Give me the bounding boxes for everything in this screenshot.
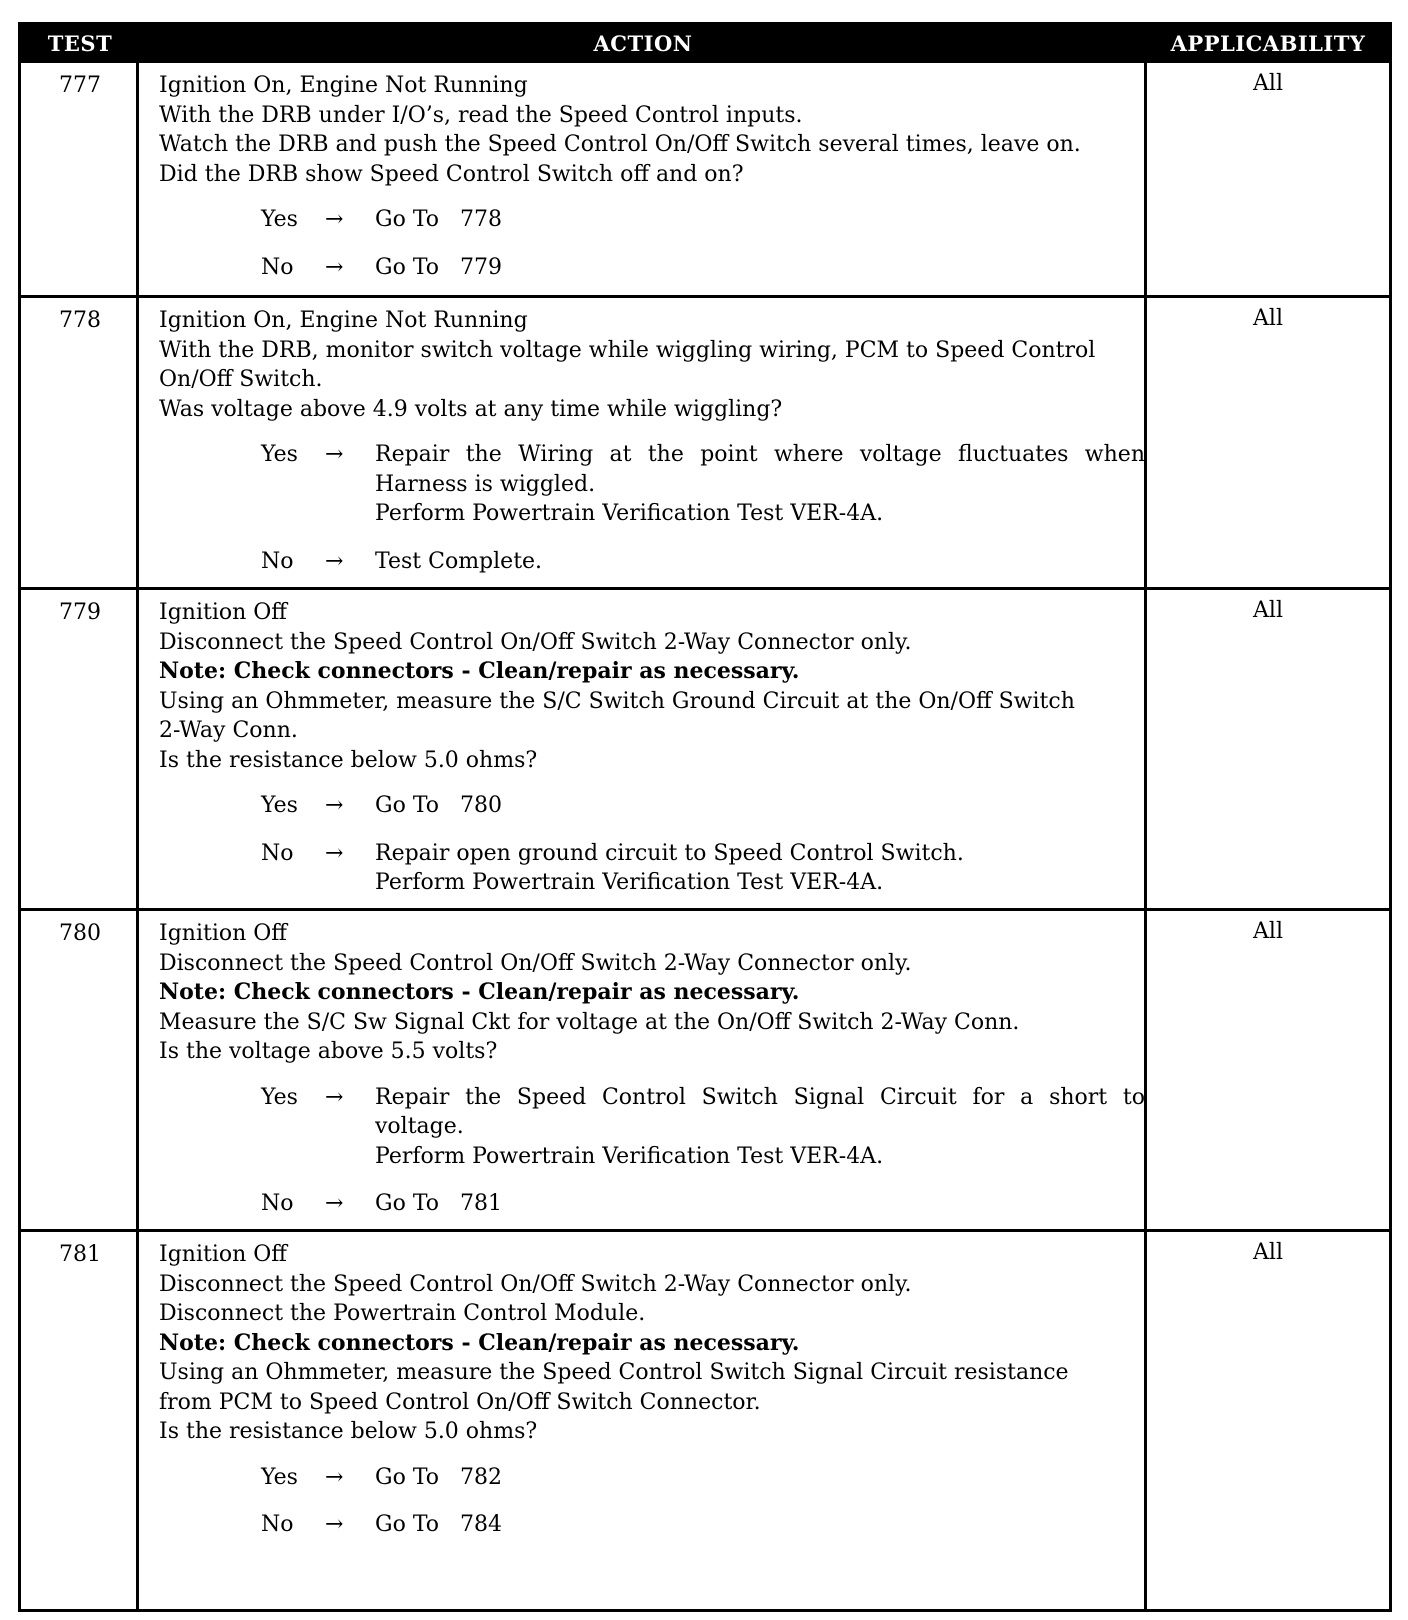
- arrow-icon: →: [325, 1084, 344, 1110]
- yes-branch: [159, 1463, 1145, 1493]
- action-line: Is the resistance below 5.0 ohms?: [159, 747, 538, 773]
- arrow-icon: →: [325, 840, 344, 866]
- action-line: Did the DRB show Speed Control Switch off and on?: [159, 161, 744, 187]
- arrow-icon: →: [325, 442, 344, 467]
- action-line: Ignition Off: [159, 921, 287, 946]
- action-line: With the DRB under I/O’s, read the Speed Control inputs.: [159, 102, 803, 128]
- applicability-value: All: [1253, 919, 1283, 944]
- table-header: [21, 25, 1389, 63]
- branch-result: Test Complete.: [375, 548, 543, 574]
- test-number: 778: [59, 308, 101, 333]
- diagnostic-test-table: [18, 22, 1392, 1612]
- action-line: Watch the DRB and push the Speed Control On/Off Switch several times, leave on.: [159, 132, 1081, 157]
- header-applicability: APPLICABILITY: [1170, 31, 1366, 56]
- no-branch: [159, 1189, 1145, 1219]
- branch-label: No: [261, 1191, 294, 1216]
- header-action: ACTION: [593, 31, 693, 56]
- action-cell: [159, 71, 1145, 282]
- branch-result: Go To 778: [375, 207, 502, 232]
- action-line: Using an Ohmmeter, measure the S/C Switch Ground Circuit at the On/Off Switch: [159, 688, 1075, 714]
- test-number: 779: [59, 600, 101, 625]
- action-line: Is the voltage above 5.5 volts?: [159, 1039, 498, 1064]
- branch-result: Repair open ground circuit to Speed Control Switch.: [375, 840, 964, 866]
- branch-label: Yes: [261, 793, 298, 818]
- action-line: On/Off Switch.: [159, 367, 323, 392]
- action-line: Disconnect the Speed Control On/Off Switch 2-Way Connector only.: [159, 950, 912, 976]
- action-line: Disconnect the Speed Control On/Off Switch 2-Way Connector only.: [159, 629, 912, 655]
- action-line: Ignition On, Engine Not Running: [159, 308, 528, 333]
- branch-result-verify: Perform Powertrain Verification Test VER-4A.: [375, 501, 884, 526]
- arrow-icon: →: [325, 1464, 344, 1490]
- no-branch: [159, 547, 1145, 577]
- action-line: from PCM to Speed Control On/Off Switch Connector.: [159, 1389, 761, 1415]
- action-line: Disconnect the Powertrain Control Module.: [159, 1301, 646, 1326]
- test-number: 777: [59, 73, 101, 98]
- note-line: Note: Check connectors - Clean/repair as necessary.: [159, 1329, 800, 1356]
- action-line: Was voltage above 4.9 volts at any time while wiggling?: [159, 396, 783, 422]
- applicability-value: All: [1253, 71, 1283, 96]
- action-line: Ignition On, Engine Not Running: [159, 73, 528, 98]
- table-row: [21, 295, 1389, 587]
- branch-result: Repair the Speed Control Switch Signal Circuit for a short to voltage.: [375, 1084, 1145, 1139]
- action-line: Ignition Off: [159, 600, 287, 625]
- note-line: Note: Check connectors - Clean/repair as necessary.: [159, 979, 800, 1005]
- branch-label: No: [261, 548, 294, 574]
- no-branch: [159, 839, 1145, 898]
- arrow-icon: →: [325, 1512, 344, 1537]
- table-row: [21, 908, 1389, 1229]
- action-line: Is the resistance below 5.0 ohms?: [159, 1419, 538, 1444]
- branch-result: Go To 784: [375, 1512, 502, 1537]
- applicability-value: All: [1253, 1240, 1283, 1265]
- branch-label: No: [261, 840, 294, 866]
- branch-result: Go To 781: [375, 1191, 502, 1216]
- branch-result: Repair the Wiring at the point where voltage fluctuates when Harness is wiggled.: [375, 442, 1145, 497]
- action-line: With the DRB, monitor switch voltage while wiggling wiring, PCM to Speed Control: [159, 337, 1096, 363]
- action-line: 2-Way Conn.: [159, 718, 298, 743]
- branch-label: Yes: [261, 1084, 298, 1110]
- applicability-value: All: [1253, 598, 1283, 623]
- arrow-icon: →: [325, 207, 344, 232]
- action-cell: [159, 306, 1145, 576]
- header-test: TEST: [47, 31, 113, 56]
- action-line: Using an Ohmmeter, measure the Speed Control Switch Signal Circuit resistance: [159, 1360, 1069, 1385]
- action-cell: [159, 598, 1145, 898]
- branch-result: Go To 782: [375, 1464, 502, 1490]
- test-number: 780: [59, 921, 101, 946]
- branch-label: Yes: [261, 207, 298, 232]
- no-branch: [159, 1510, 1145, 1540]
- yes-branch: [159, 791, 1145, 821]
- test-number: 781: [59, 1242, 101, 1267]
- table-row: [21, 63, 1389, 295]
- action-line: Ignition Off: [159, 1242, 287, 1267]
- branch-label: Yes: [261, 442, 298, 467]
- action-line: Disconnect the Speed Control On/Off Switch 2-Way Connector only.: [159, 1271, 912, 1297]
- branch-result: Go To 779: [375, 254, 502, 280]
- action-line: Measure the S/C Sw Signal Ckt for voltage at the On/Off Switch 2-Way Conn.: [159, 1009, 1020, 1035]
- applicability-value: All: [1253, 306, 1283, 331]
- arrow-icon: →: [325, 254, 344, 280]
- arrow-icon: →: [325, 548, 344, 574]
- yes-branch: [159, 440, 1145, 529]
- yes-branch: [159, 205, 1145, 235]
- yes-branch: [159, 1083, 1145, 1172]
- arrow-icon: →: [325, 1191, 344, 1216]
- branch-label: No: [261, 254, 294, 280]
- branch-label: No: [261, 1512, 294, 1537]
- arrow-icon: →: [325, 793, 344, 818]
- action-cell: [159, 1240, 1145, 1540]
- branch-result-verify: Perform Powertrain Verification Test VER-4A.: [375, 1143, 884, 1169]
- action-cell: [159, 919, 1145, 1219]
- note-line: Note: Check connectors - Clean/repair as necessary.: [159, 658, 800, 684]
- branch-result-verify: Perform Powertrain Verification Test VER-4A.: [375, 870, 884, 895]
- branch-result: Go To 780: [375, 793, 502, 818]
- branch-label: Yes: [261, 1464, 298, 1490]
- table-row: [21, 1229, 1389, 1609]
- no-branch: [159, 253, 1145, 283]
- table-row: [21, 587, 1389, 908]
